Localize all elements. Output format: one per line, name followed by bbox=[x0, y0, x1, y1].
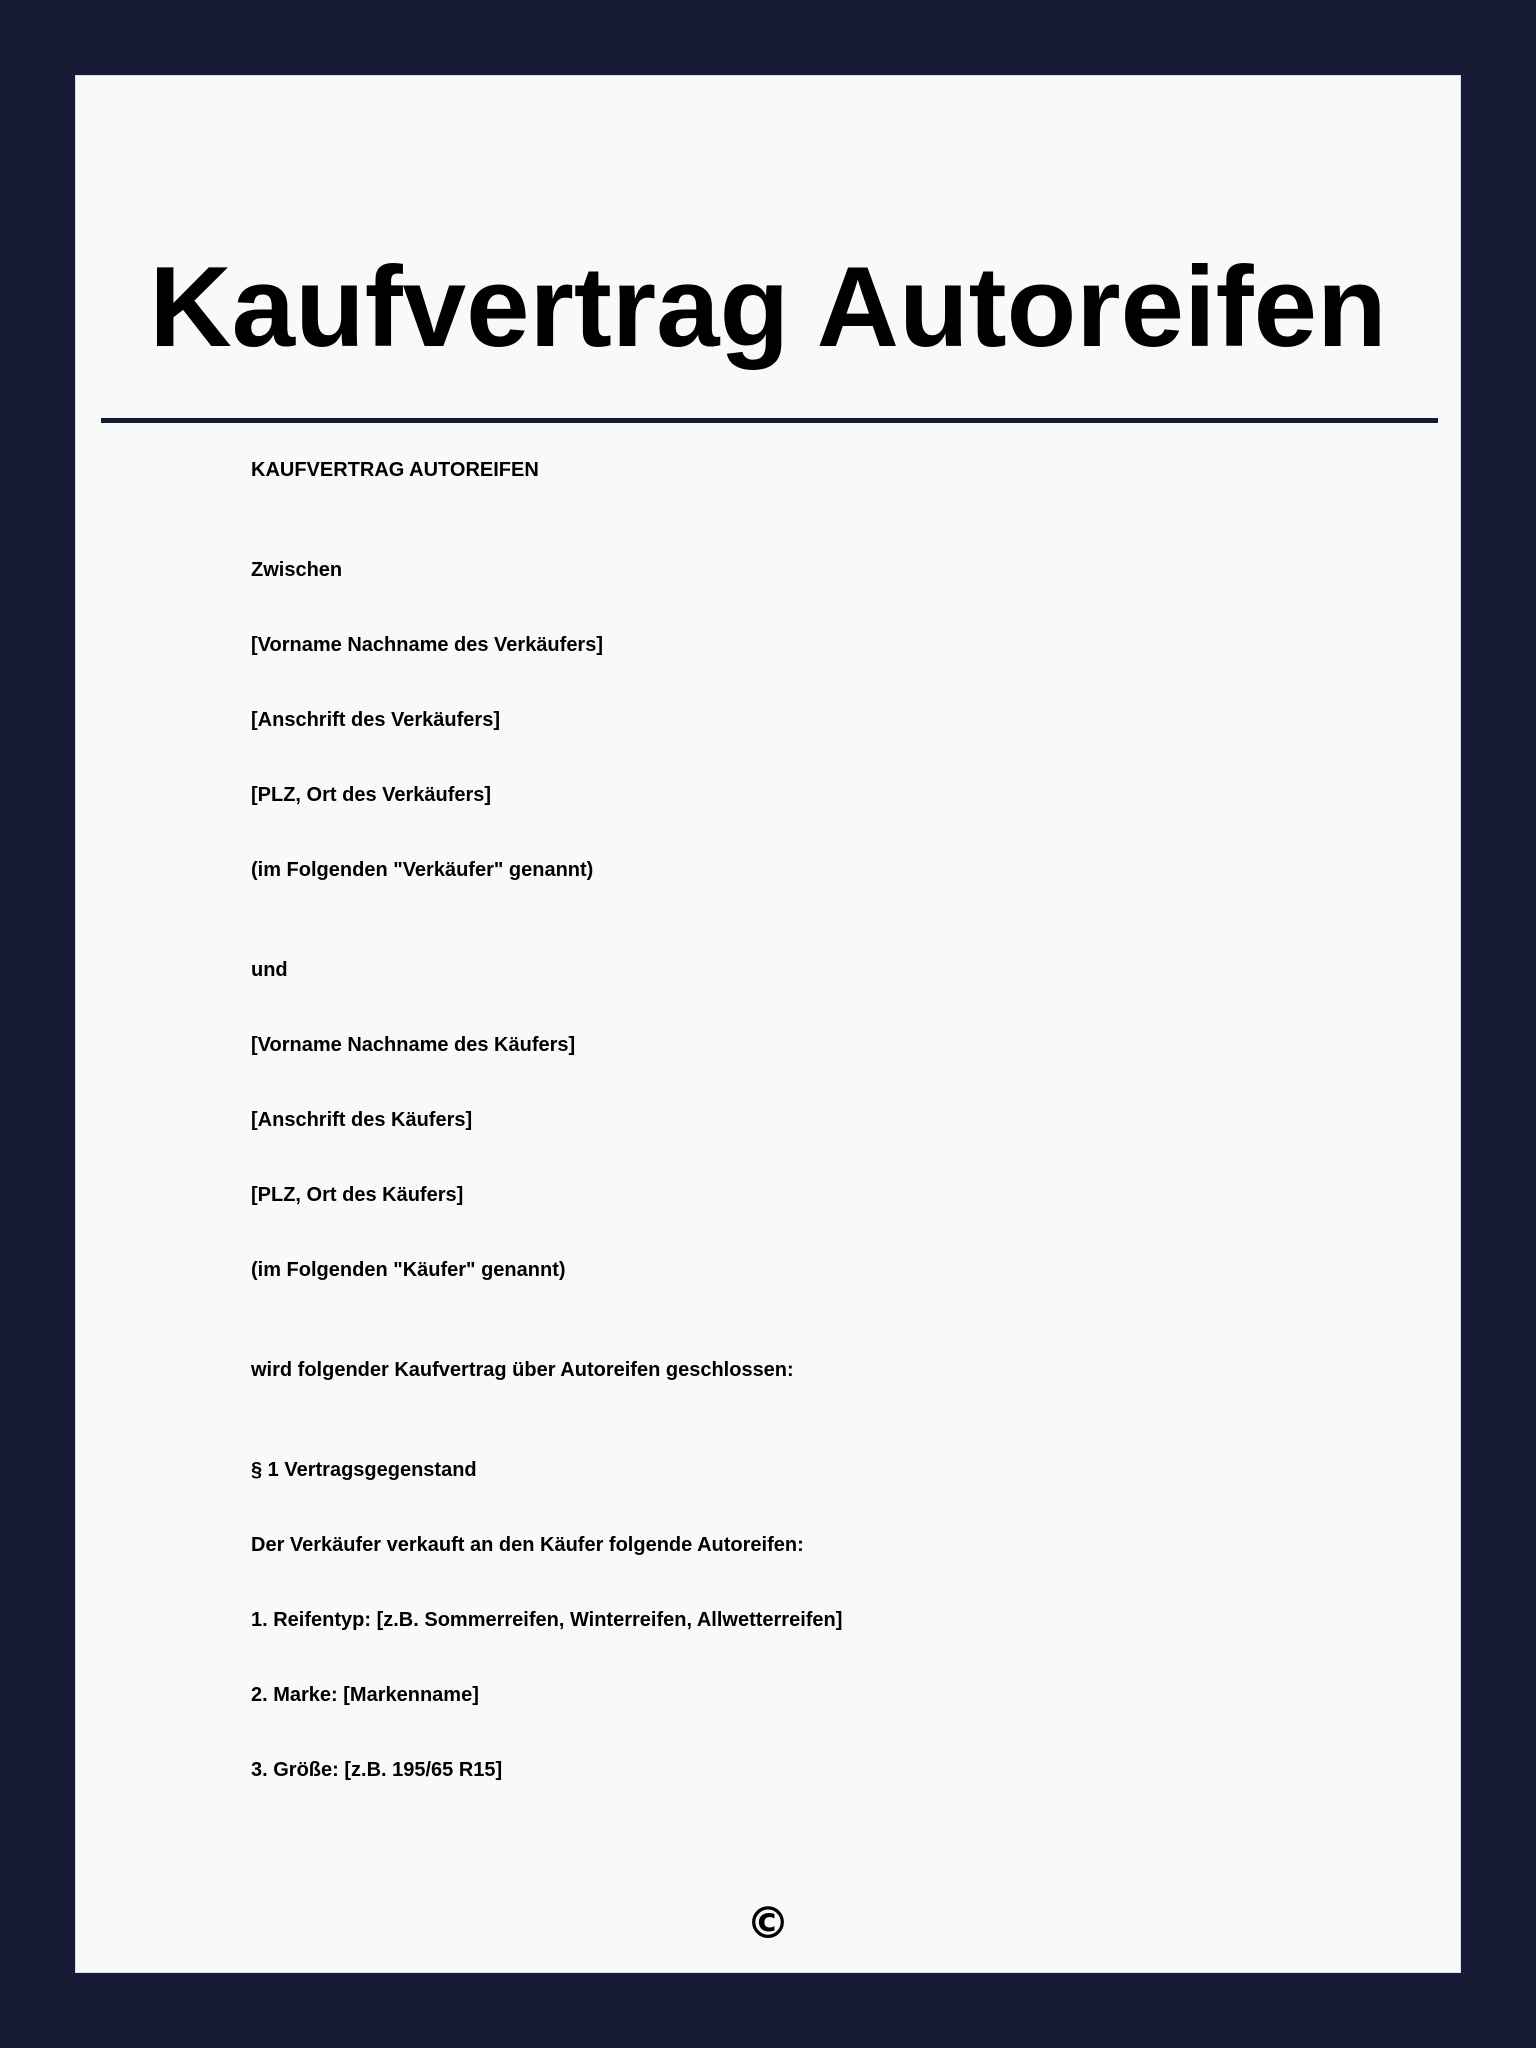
list-item-tire-type: 1. Reifentyp: [z.B. Sommerreifen, Winterreifen, Allwetterreifen] bbox=[251, 1609, 843, 1631]
buyer-address-placeholder: [Anschrift des Käufers] bbox=[251, 1109, 473, 1131]
document-page bbox=[75, 75, 1461, 1973]
contract-body bbox=[251, 458, 1251, 1782]
buyer-name-placeholder: [Vorname Nachname des Käufers] bbox=[251, 1034, 576, 1056]
seller-designation-line: (im Folgenden "Verkäufer" genannt) bbox=[251, 859, 594, 881]
seller-city-placeholder: [PLZ, Ort des Verkäufers] bbox=[251, 784, 492, 806]
buyer-city-placeholder: [PLZ, Ort des Käufers] bbox=[251, 1184, 464, 1206]
section-1-heading: § 1 Vertragsgegenstand bbox=[251, 1459, 477, 1481]
buyer-designation-line: (im Folgenden "Käufer" genannt) bbox=[251, 1259, 566, 1281]
section-1-text: Der Verkäufer verkauft an den Käufer folgende Autoreifen: bbox=[251, 1534, 804, 1556]
contract-intro-line: wird folgender Kaufvertrag über Autoreifen geschlossen: bbox=[251, 1359, 794, 1381]
document-title: Kaufvertrag Autoreifen bbox=[149, 244, 1387, 371]
title-divider bbox=[101, 418, 1438, 423]
contract-heading-line: KAUFVERTRAG AUTOREIFEN bbox=[251, 459, 539, 481]
list-item-brand: 2. Marke: [Markenname] bbox=[251, 1684, 479, 1706]
seller-name-placeholder: [Vorname Nachname des Verkäufers] bbox=[251, 634, 604, 656]
list-item-size: 3. Größe: [z.B. 195/65 R15] bbox=[251, 1759, 503, 1781]
seller-address-placeholder: [Anschrift des Verkäufers] bbox=[251, 709, 500, 731]
text-line-and: und bbox=[251, 959, 288, 981]
copyright-icon: © bbox=[746, 1898, 790, 1949]
text-line-between: Zwischen bbox=[251, 559, 343, 581]
